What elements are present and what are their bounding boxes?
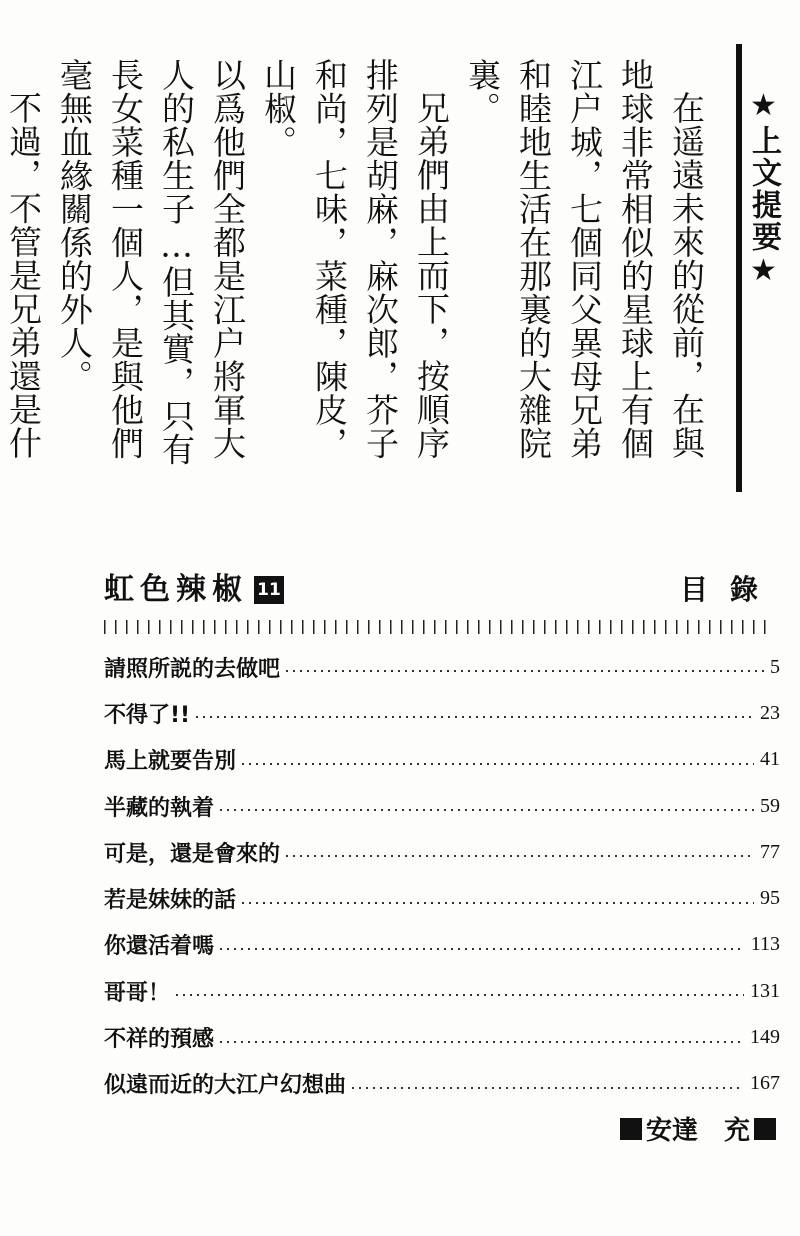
toc-entry-title: 請照所説的去做吧 <box>104 656 281 682</box>
leader-dots <box>220 948 745 950</box>
summary-paragraph: 以爲他們全都是江户將軍大人的私生子…但其實，只有長女菜種一個人，是與他們毫無血緣關係的外人。 <box>55 58 247 466</box>
summary-paragraph: 不過，不管是兄弟還是什 <box>4 91 43 460</box>
toc-entry-title: 可是，還是會來的 <box>104 841 281 867</box>
toc-entry-title: 不祥的預感 <box>104 1027 215 1053</box>
toc-entry-title: 半藏的執着 <box>104 795 215 821</box>
leader-dots <box>242 902 754 904</box>
toc-ruler <box>104 620 768 634</box>
toc-entry-page: 41 <box>760 748 780 771</box>
toc-entry-page: 59 <box>760 794 780 817</box>
toc-entry-page: 95 <box>760 887 780 910</box>
summary-paragraph: 兄弟們由上而下，按順序排列是胡麻，麻次郎，芥子和尚，七味，菜種，陳皮，山椒。 <box>259 58 451 460</box>
volume-badge: 11 <box>254 576 284 604</box>
toc-entry[interactable] <box>104 875 780 921</box>
black-square-icon <box>754 1118 776 1140</box>
toc-entry-title: 馬上就要告別 <box>104 749 237 775</box>
summary-body <box>0 58 712 488</box>
leader-dots <box>352 1087 744 1089</box>
leader-dots <box>286 855 754 857</box>
toc-entry[interactable] <box>104 1061 780 1107</box>
author-credit <box>616 1110 780 1147</box>
toc-entry-title: 哥哥！ <box>104 980 171 1006</box>
toc-label: 目錄 <box>679 573 780 606</box>
toc-list <box>104 644 780 1107</box>
summary-paragraph: 在遥遠未來的從前，在與地球非常相似的星球上有個江户城，七個同父異母兄弟和睦地生活在那裏的大雜院裏。 <box>463 58 706 460</box>
leader-dots <box>220 1041 744 1043</box>
leader-dots <box>242 763 754 765</box>
toc-entry-title: 若是妹妹的話 <box>104 888 237 914</box>
toc-entry-page: 167 <box>750 1072 780 1095</box>
toc-header <box>104 570 780 612</box>
toc-entry-title: 似遠而近的大江户幻想曲 <box>104 1073 347 1099</box>
toc-entry-title: 不得了!! <box>104 702 191 728</box>
toc-entry[interactable] <box>104 922 780 968</box>
author-name: 安達 充 <box>645 1116 750 1146</box>
toc-entry-page: 149 <box>750 1026 780 1049</box>
toc-entry-page: 131 <box>750 979 780 1002</box>
toc-entry[interactable] <box>104 783 780 829</box>
toc-entry-page: 113 <box>750 933 780 956</box>
toc-entry[interactable] <box>104 644 780 690</box>
toc-entry-page: 5 <box>770 655 780 678</box>
black-square-icon <box>620 1118 642 1140</box>
leader-dots <box>176 994 744 996</box>
toc-entry-page: 23 <box>760 701 780 724</box>
leader-dots <box>286 670 764 672</box>
toc-entry-title: 你還活着嗎 <box>104 934 215 960</box>
toc-entry[interactable] <box>104 968 780 1014</box>
toc-entry[interactable] <box>104 690 780 736</box>
book-title: 虹色辣椒 <box>104 572 248 607</box>
toc-entry[interactable] <box>104 1014 780 1060</box>
leader-dots <box>196 716 754 718</box>
toc-entry-page: 77 <box>760 840 780 863</box>
toc-entry[interactable] <box>104 829 780 875</box>
summary-title: ★上文提要★ <box>736 44 784 492</box>
leader-dots <box>220 809 754 811</box>
toc-entry[interactable] <box>104 737 780 783</box>
